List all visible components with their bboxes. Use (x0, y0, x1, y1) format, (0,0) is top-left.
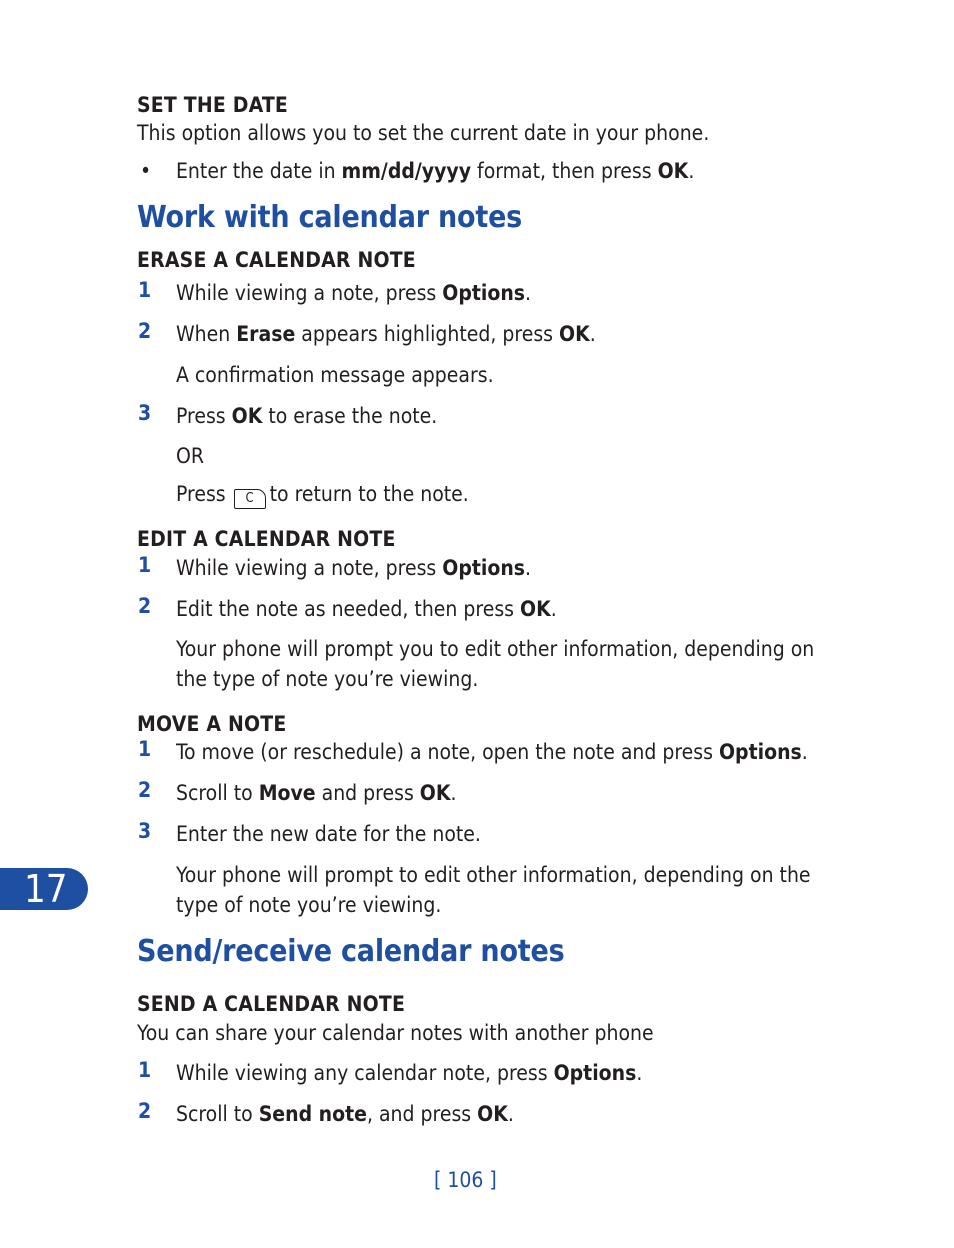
send-intro: You can share your calendar notes with another phone (137, 1021, 654, 1045)
edit-step-2: Edit the note as needed, then press OK. (176, 597, 557, 621)
step-number: 1 (138, 737, 152, 761)
work-section-title: Work with calendar notes (137, 200, 523, 235)
move-heading: MOVE A NOTE (137, 712, 287, 736)
clear-key-icon: C (234, 489, 266, 509)
step-number: 1 (138, 553, 152, 577)
erase-step-3: Press OK to erase the note. (176, 404, 438, 428)
erase-confirm-text: A confirmation message appears. (176, 363, 494, 387)
send-section-title: Send/receive calendar notes (137, 934, 565, 969)
move-step-1: To move (or reschedule) a note, open the note and press Options. (176, 740, 808, 764)
move-step-3: Enter the new date for the note. (176, 822, 481, 846)
chapter-tab: 17 (0, 868, 88, 910)
set-date-intro: This option allows you to set the current date in your phone. (137, 121, 710, 145)
move-step-2: Scroll to Move and press OK. (176, 781, 457, 805)
step-number: 2 (138, 1099, 152, 1123)
step-number: 3 (138, 401, 152, 425)
send-step-2: Scroll to Send note, and press OK. (176, 1102, 514, 1126)
edit-note-line-1: Your phone will prompt you to edit other information, depending on (176, 637, 815, 661)
move-note-line-1: Your phone will prompt to edit other information, depending on the (176, 863, 811, 887)
send-step-1: While viewing any calendar note, press Options. (176, 1061, 643, 1085)
step-number: 2 (138, 319, 152, 343)
step-number: 1 (138, 1058, 152, 1082)
erase-press-c: Press C to return to the note. (176, 479, 469, 509)
erase-step-1: While viewing a note, press Options. (176, 281, 532, 305)
page-number: [ 106 ] (434, 1168, 497, 1192)
edit-note-line-2: the type of note you’re viewing. (176, 667, 479, 691)
bullet-mark: • (140, 159, 152, 183)
set-date-heading: SET THE DATE (137, 93, 289, 117)
erase-step-2: When Erase appears highlighted, press OK. (176, 322, 596, 346)
step-number: 2 (138, 778, 152, 802)
move-note-line-2: type of note you’re viewing. (176, 893, 442, 917)
erase-or-text: OR (176, 444, 204, 468)
edit-heading: EDIT A CALENDAR NOTE (137, 527, 396, 551)
set-date-bullet: Enter the date in mm/dd/yyyy format, then press OK. (176, 159, 695, 183)
step-number: 1 (138, 278, 152, 302)
send-heading: SEND A CALENDAR NOTE (137, 992, 406, 1016)
edit-step-1: While viewing a note, press Options. (176, 556, 532, 580)
erase-heading: ERASE A CALENDAR NOTE (137, 248, 416, 272)
step-number: 2 (138, 594, 152, 618)
step-number: 3 (138, 819, 152, 843)
